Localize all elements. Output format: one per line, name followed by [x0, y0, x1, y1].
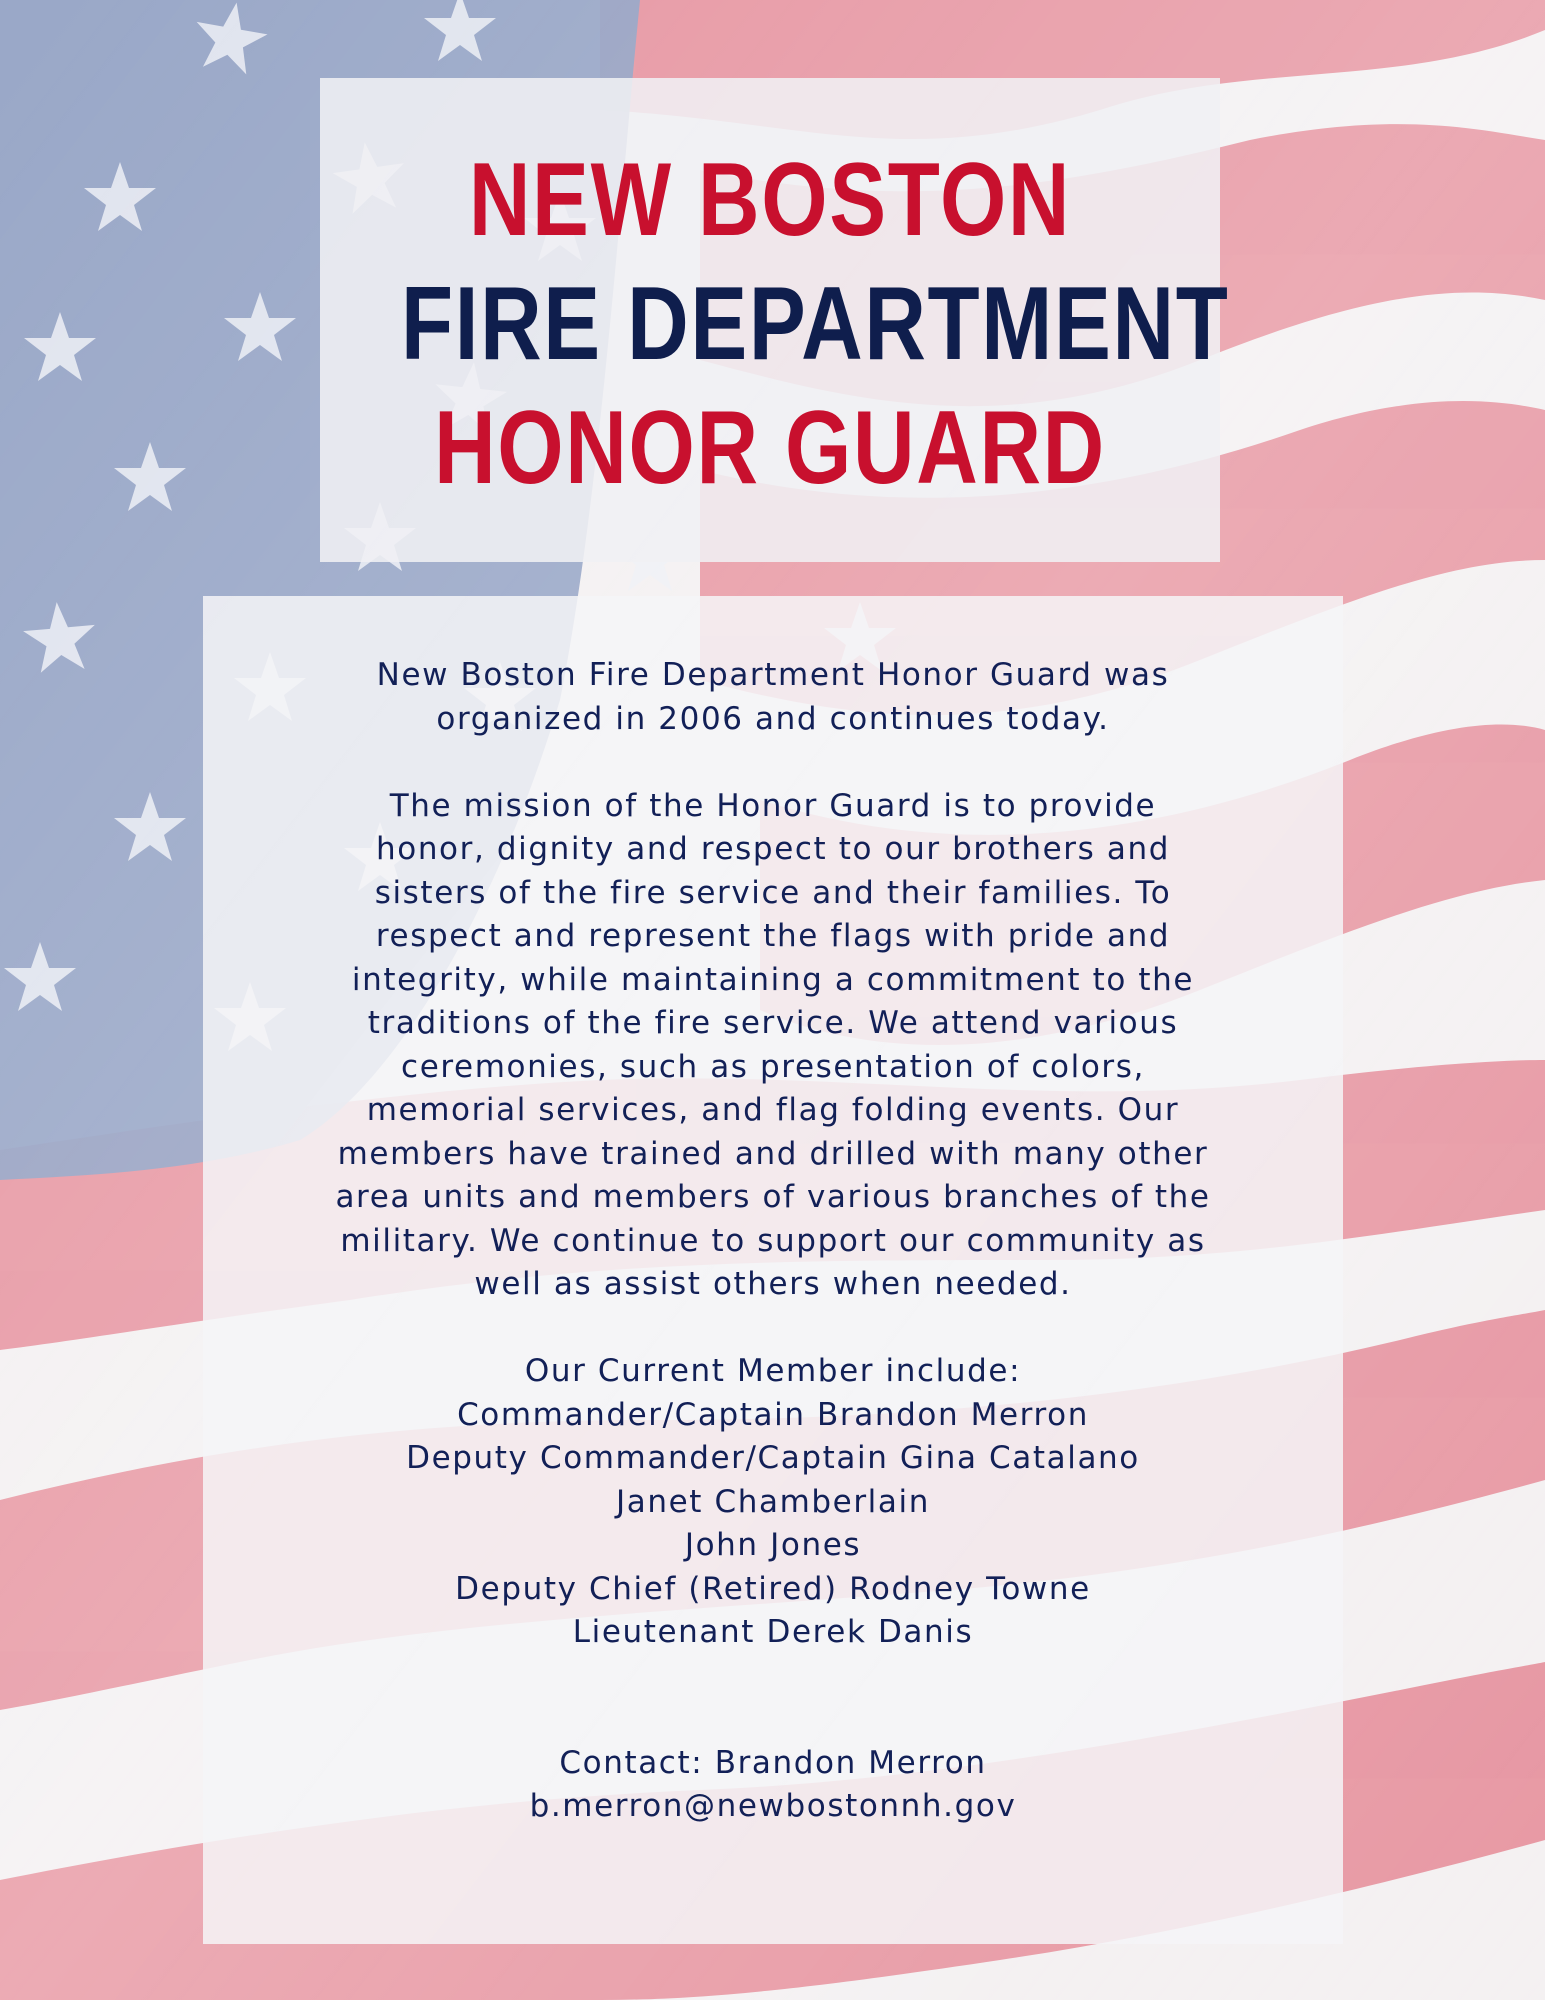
members-section [243, 1350, 1303, 1655]
mission-line: military. We continue to support our community as [340, 1222, 1206, 1259]
mission-line: integrity, while maintaining a commitment to the [351, 961, 1195, 998]
title-honor-guard: HONOR GUARD [434, 390, 1106, 506]
mission-line: members have trained and drilled with many other [337, 1135, 1209, 1172]
member-name: Deputy Commander/Captain Gina Catalano [406, 1440, 1140, 1476]
intro-line: New Boston Fire Department Honor Guard was [376, 657, 1170, 693]
intro-line: organized in 2006 and continues today. [436, 700, 1110, 737]
intro-paragraph [243, 654, 1303, 741]
contact-section [243, 1742, 1303, 1829]
member-name: Janet Chamberlain [616, 1483, 930, 1520]
mission-line: honor, dignity and respect to our brothers and [376, 831, 1170, 867]
member-name: John Jones [684, 1527, 862, 1563]
mission-line: ceremonies, such as presentation of colors, [401, 1048, 1145, 1085]
content-panel [203, 596, 1343, 1944]
title-panel [320, 78, 1230, 562]
mission-line: sisters of the fire service and their families. To [374, 874, 1172, 911]
mission-paragraph [243, 785, 1303, 1307]
member-name: Commander/Captain Brandon Merron [457, 1396, 1089, 1433]
title-new-boston: NEW BOSTON [468, 142, 1072, 258]
mission-line: The mission of the Honor Guard is to provide [389, 787, 1157, 824]
contact-name: Contact: Brandon Merron [559, 1744, 987, 1781]
member-name: Lieutenant Derek Danis [572, 1614, 974, 1650]
mission-line: well as assist others when needed. [474, 1266, 1072, 1302]
mission-line: respect and represent the flags with pride and [375, 918, 1171, 954]
member-name: Deputy Chief (Retired) Rodney Towne [455, 1570, 1091, 1607]
mission-line: traditions of the fire service. We attend various [367, 1005, 1179, 1041]
members-heading: Our Current Member include: [524, 1353, 1022, 1389]
mission-line: area units and members of various branches of the [335, 1179, 1211, 1215]
title-fire-department: FIRE DEPARTMENT [401, 266, 1230, 382]
contact-email[interactable]: b.merron@newbostonnh.gov [529, 1788, 1017, 1824]
mission-line: memorial services, and flag folding events. Our [366, 1092, 1180, 1128]
